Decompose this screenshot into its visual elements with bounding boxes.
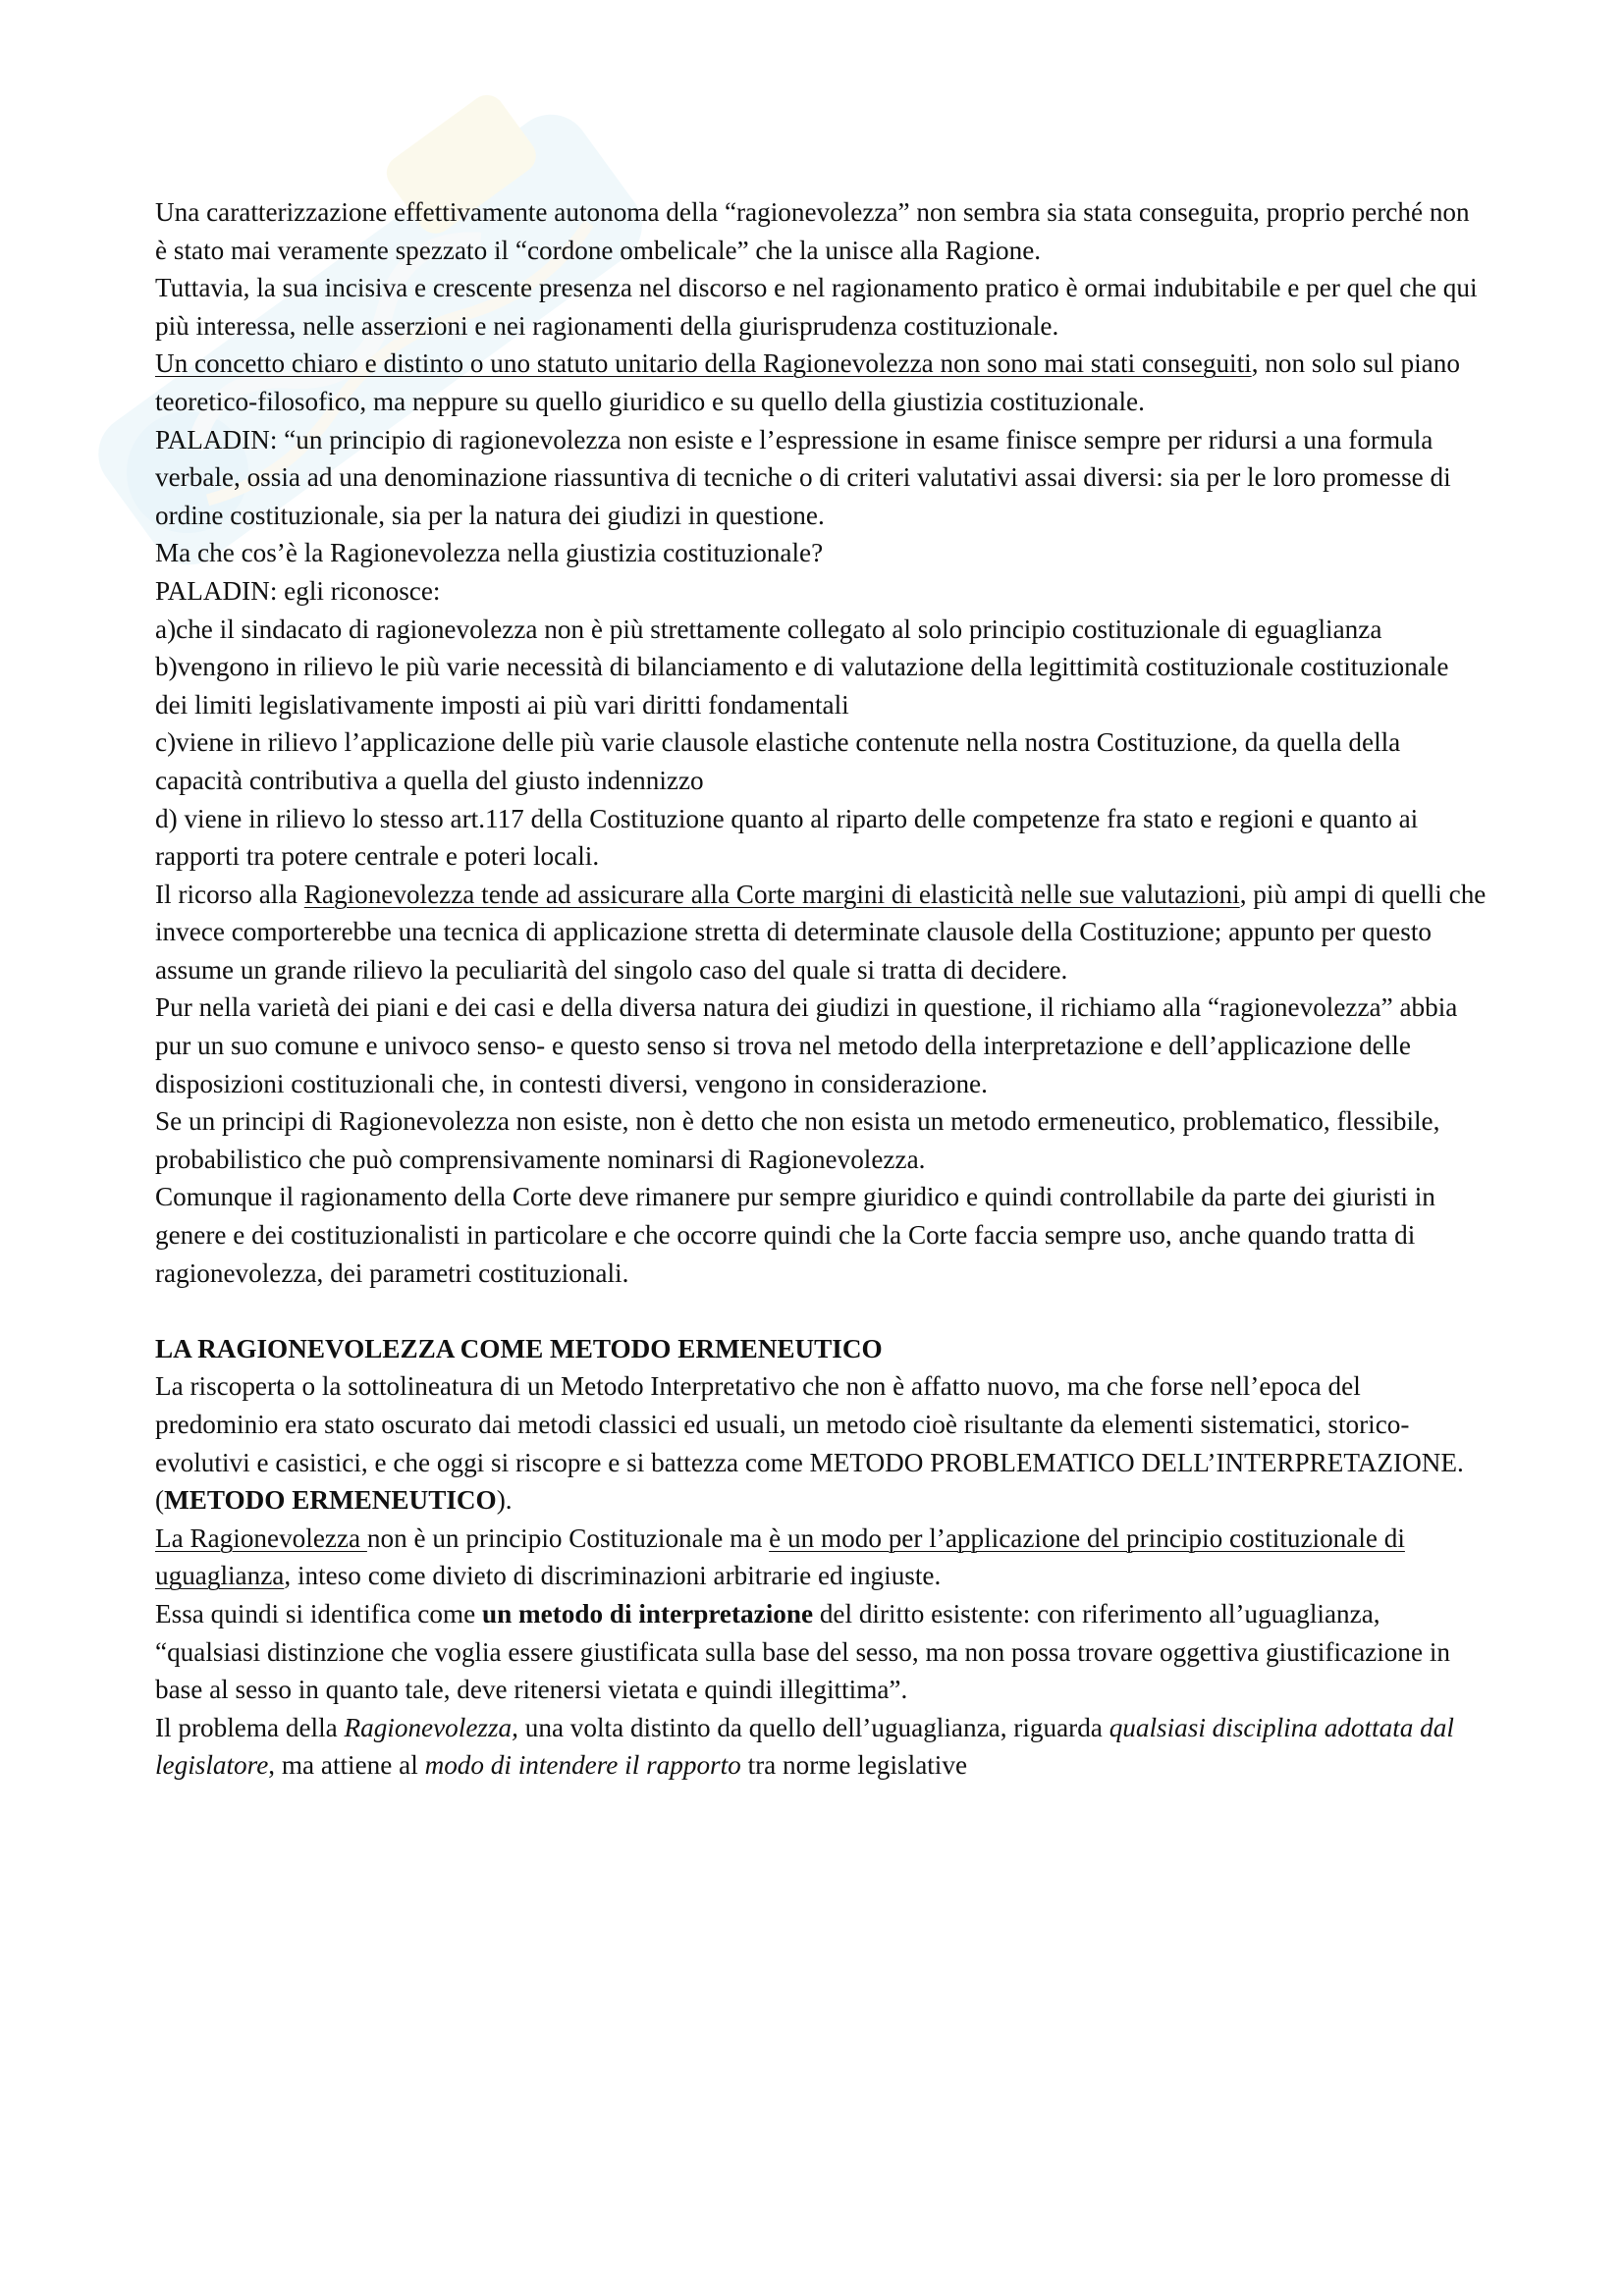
text-run: c)viene in rilievo l’applicazione delle più varie clausole elastiche contenute nella nostra Costituzione, da quella della capacità contributiva a quella del giusto indennizzo [155, 727, 1401, 795]
paragraph-question [155, 534, 1487, 572]
list-item-b [155, 648, 1487, 723]
text-run: PALADIN: egli riconosce: [155, 575, 441, 606]
text-run: METODO ERMENEUTICO [164, 1485, 497, 1516]
text-run: Il problema della [155, 1712, 345, 1742]
text-run: , più ampi di quelli che invece comporterebbe una tecnica di applicazione stretta di determinate clausole della Costituzione; appunto per questo assume un grande rilievo la peculiarità del singolo caso del quale si tratta di decidere. [155, 879, 1487, 985]
paragraph-metodo-interpretazione [155, 1595, 1487, 1709]
text-run: tra norme legislative [740, 1750, 968, 1781]
paragraph-ragionamento-corte [155, 1178, 1487, 1292]
text-run: Ragionevolezza tende ad assicurare alla Corte margini di elasticità nelle sue valutazioni [303, 879, 1240, 909]
list-item-c [155, 723, 1487, 799]
text-run: d) viene in rilievo lo stesso art.117 della Costituzione quanto al riparto delle competenze fra stato e regioni e quanto ai rapporti tra potere centrale e poteri locali. [155, 803, 1419, 872]
text-run: Essa quindi si identifica come [155, 1598, 482, 1629]
document-body [155, 193, 1487, 1785]
section-heading [155, 1330, 1487, 1368]
paragraph-riscoperta [155, 1367, 1487, 1519]
text-run: Ragionevolezza, [344, 1712, 518, 1742]
text-run: è un modo per l’applicazione del principio costituzionale di uguaglianza [155, 1522, 1405, 1591]
text-run: Tuttavia, la sua incisiva e crescente presenza nel discorso e nel ragionamento pratico è ormai indubitabile e per quel che qui più interessa, nelle asserzioni e nei ragionamenti della giurisprudenza costituzionale. [155, 273, 1478, 341]
paragraph-paladin-riconosce [155, 572, 1487, 611]
text-run: un metodo di interpretazione [481, 1598, 814, 1629]
text-run: PALADIN: “un principio di ragionevolezza non esiste e l’espressione in esame finisce sempre per ridursi a una formula verbale, ossia ad una denominazione riassuntiva di tecniche o di criteri valutativi assai diversi: sia per le loro promesse di ordine costituzionale, sia per la natura dei giudizi in questione. [155, 424, 1451, 530]
text-run: Comunque il ragionamento della Corte deve rimanere pur sempre giuridico e quindi controllabile da parte dei giuristi in genere e dei costituzionalisti in particolare e che occorre quindi che la Corte faccia sempre uso, anche quando tratta di ragionevolezza, dei parametri costituzionali. [155, 1182, 1435, 1288]
text-run: LA RAGIONEVOLEZZA COME METODO ERMENEUTICO [155, 1333, 883, 1363]
text-run: , ma attiene al [268, 1750, 425, 1781]
text-run: modo di intendere il rapporto [424, 1750, 741, 1781]
paragraph-concetto-chiaro [155, 345, 1487, 420]
paragraph-ricorso [155, 876, 1487, 989]
paragraph-paladin-quote [155, 421, 1487, 535]
text-run: La riscoperta o la sottolineatura di un Metodo Interpretativo che non è affatto nuovo, ma che forse nell’epoca del predominio era stato oscurato dai metodi classici ed usuali, un metodo cioè risultante da elementi sistematici, storico-evolutivi e casistici, e che oggi si riscopre e si battezza come METODO PROBLEMATICO DELL’INTERPRETAZIONE. ( [155, 1371, 1464, 1516]
paragraph-problema [155, 1709, 1487, 1785]
text-run: Una caratterizzazione effettivamente autonoma della “ragionevolezza” non sembra sia stata conseguita, proprio perché non è stato mai veramente spezzato il “cordone ombelicale” che la unisce alla Ragione. [155, 197, 1470, 265]
text-run: Ma che cos’è la Ragionevolezza nella giustizia costituzionale? [155, 538, 824, 568]
text-run: qualsiasi disciplina adottata dal legislatore [155, 1712, 1454, 1781]
text-run: b)vengono in rilievo le più varie necessità di bilanciamento e di valutazione della legittimità costituzionale costituzionale dei limiti legislativamente imposti ai più vari diritti fondamentali [155, 652, 1449, 720]
text-run: Un concetto chiaro e distinto o uno statuto unitario della Ragionevolezza non sono mai stati conseguiti [155, 348, 1252, 379]
text-run: non è un principio Costituzionale ma [366, 1522, 770, 1553]
text-run: La Ragionevolezza [155, 1522, 367, 1553]
paragraph-presenza-discorso [155, 269, 1487, 345]
text-run: ). [496, 1485, 513, 1516]
paragraph-varieta-piani [155, 988, 1487, 1102]
list-item-d [155, 800, 1487, 876]
list-item-a [155, 611, 1487, 649]
text-run: una volta distinto da quello dell’uguaglianza, riguarda [517, 1712, 1109, 1742]
text-run: Il ricorso alla [155, 879, 304, 909]
text-run: , non solo sul piano teoretico-filosofico, ma neppure su quello giuridico e su quello della giustizia costituzionale. [155, 348, 1460, 416]
text-run: a)che il sindacato di ragionevolezza non è più strettamente collegato al solo principio costituzionale di eguaglianza [155, 614, 1382, 644]
text-run: del diritto esistente: con riferimento all’uguaglianza, “qualsiasi distinzione che voglia essere giustificata sulla base del sesso, ma non possa trovare oggettiva giustificazione in base al sesso in quanto tale, deve ritenersi vietata e quindi illegittima”. [155, 1598, 1450, 1705]
text-run: , inteso come divieto di discriminazioni arbitrarie ed ingiuste. [284, 1561, 942, 1591]
text-run: Se un principi di Ragionevolezza non esiste, non è detto che non esista un metodo ermeneutico, problematico, flessibile, probabilistico che può comprensivamente nominarsi di Ragionevolezza. [155, 1106, 1440, 1174]
paragraph-cordone-ombelicale [155, 193, 1487, 269]
text-run: Pur nella varietà dei piani e dei casi e della diversa natura dei giudizi in questione, il richiamo alla “ragionevolezza” abbia pur un suo comune e univoco senso- e questo senso si trova nel metodo della interpretazione e dell’applicazione delle disposizioni costituzionali che, in contesti diversi, vengono in considerazione. [155, 992, 1458, 1098]
paragraph-metodo-ermeneutico [155, 1102, 1487, 1178]
paragraph-modo-uguaglianza [155, 1520, 1487, 1595]
